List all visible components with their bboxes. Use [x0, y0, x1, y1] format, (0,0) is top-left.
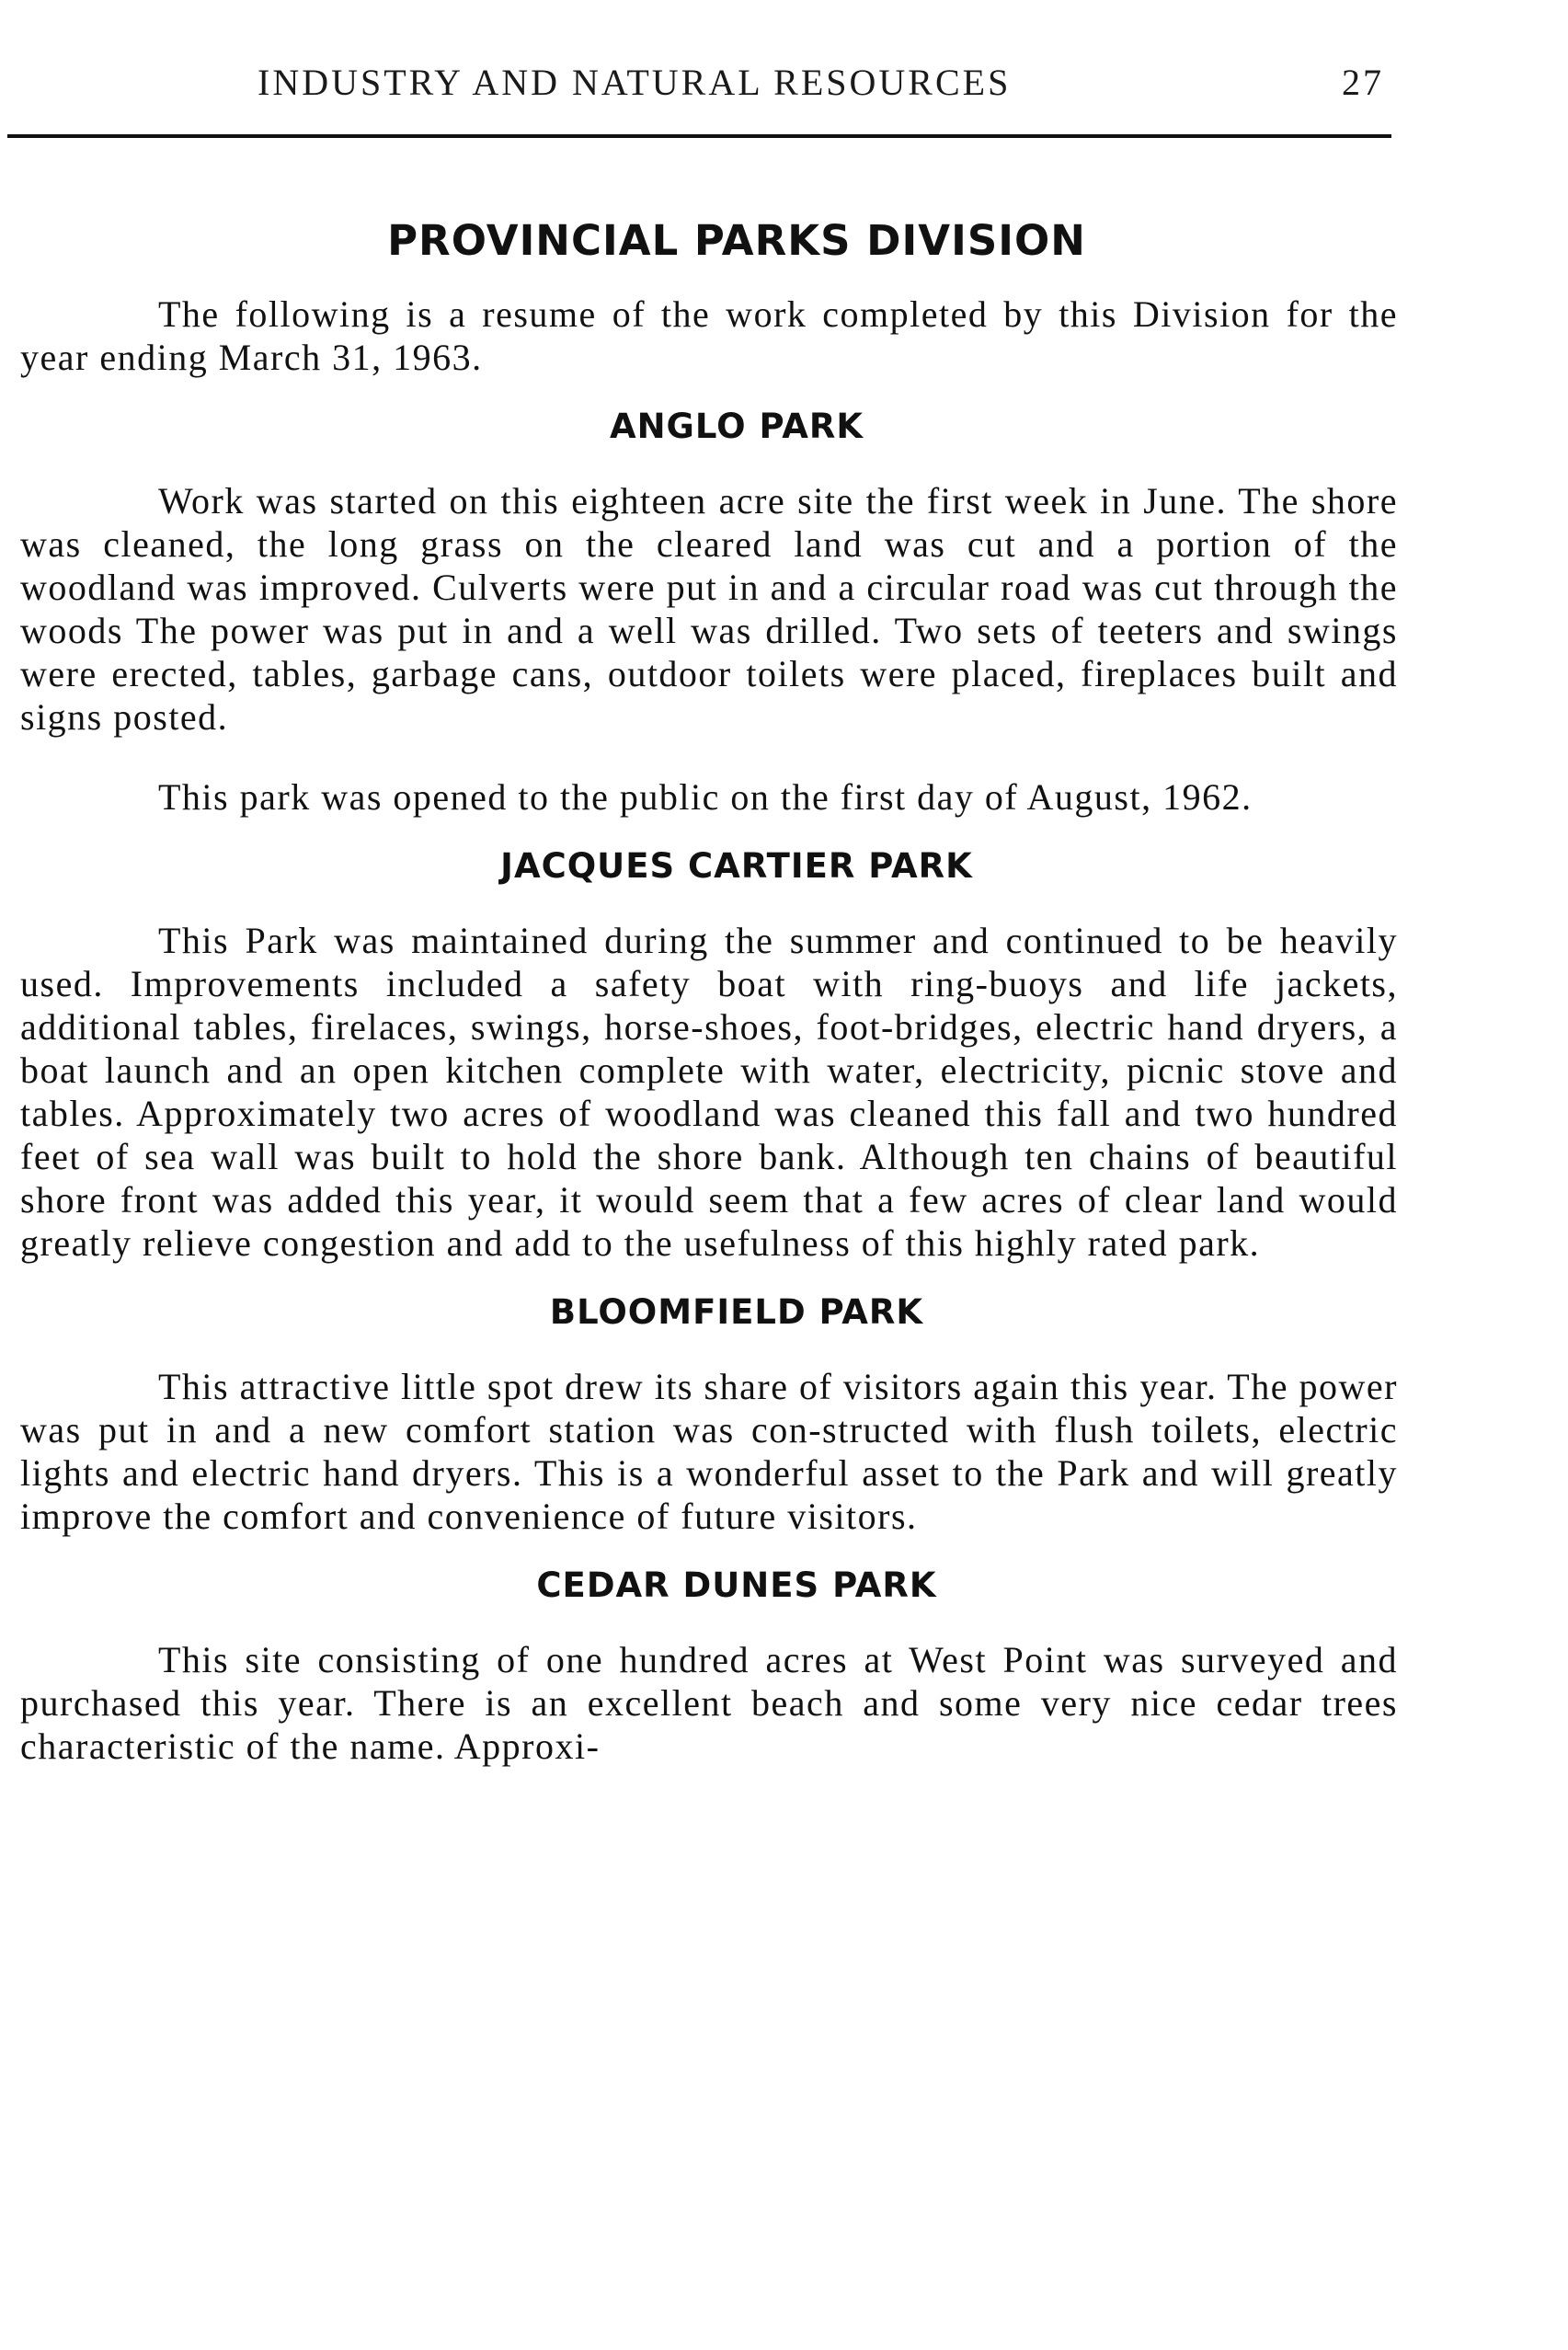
- page-body: [20, 216, 1398, 1768]
- cedar-dunes-paragraph-1: This site consisting of one hundred acres at West Point was surveyed and purchased this year. There is an excellent beach and some very nice cedar trees characteristic of the name. Approxi-: [20, 1639, 1398, 1767]
- running-title: INDUSTRY AND NATURAL RESOURCES: [258, 62, 1012, 103]
- page-number: 27: [1342, 62, 1384, 103]
- section-heading-cedar-dunes-park: CEDAR DUNES PARK: [536, 1565, 937, 1605]
- section-heading-jacques-cartier-park: JACQUES CARTIER PARK: [500, 846, 973, 886]
- division-title: PROVINCIAL PARKS DIVISION: [387, 216, 1086, 265]
- anglo-park-paragraph-2: This park was opened to the public on the first day of August, 1962.: [158, 776, 1253, 818]
- header-rule: [7, 134, 1391, 138]
- jacques-cartier-paragraph-1: This Park was maintained during the summer and continued to be heavily used. Improvements included a safety boat with ring-buoys and life jackets, additional tables, firelaces, swings, horse-shoes, foot-bridges, electric hand dryers, a boat launch and an open kitchen complete with water, electricity, picnic stove and tables. Approximately two acres of woodland was cleaned this fall and two hundred feet of sea wall was built to hold the shore bank. Although ten chains of beautiful shore front was added this year, it would seem that a few acres of clear land would greatly relieve congestion and add to the usefulness of this highly rated park.: [20, 920, 1398, 1264]
- section-heading-bloomfield-park: BLOOMFIELD PARK: [549, 1292, 924, 1332]
- division-intro: The following is a resume of the work completed by this Division for the year ending March 31, 1963.: [20, 293, 1398, 378]
- anglo-park-paragraph-1: Work was started on this eighteen acre site the first week in June. The shore was cleaned, the long grass on the cleared land was cut and a portion of the woodland was improved. Culverts were put in and a circular road was cut through the woods The power was put in and a well was drilled. Two sets of teeters and swings were erected, tables, garbage cans, outdoor toilets were placed, fireplaces built and signs posted.: [20, 480, 1398, 738]
- bloomfield-paragraph-1: This attractive little spot drew its share of visitors again this year. The power was put in and a new comfort station was con-structed with flush toilets, electric lights and electric hand dryers. This is a wonderful asset to the Park and will greatly improve the comfort and convenience of future visitors.: [20, 1366, 1398, 1537]
- section-heading-anglo-park: ANGLO PARK: [609, 407, 864, 446]
